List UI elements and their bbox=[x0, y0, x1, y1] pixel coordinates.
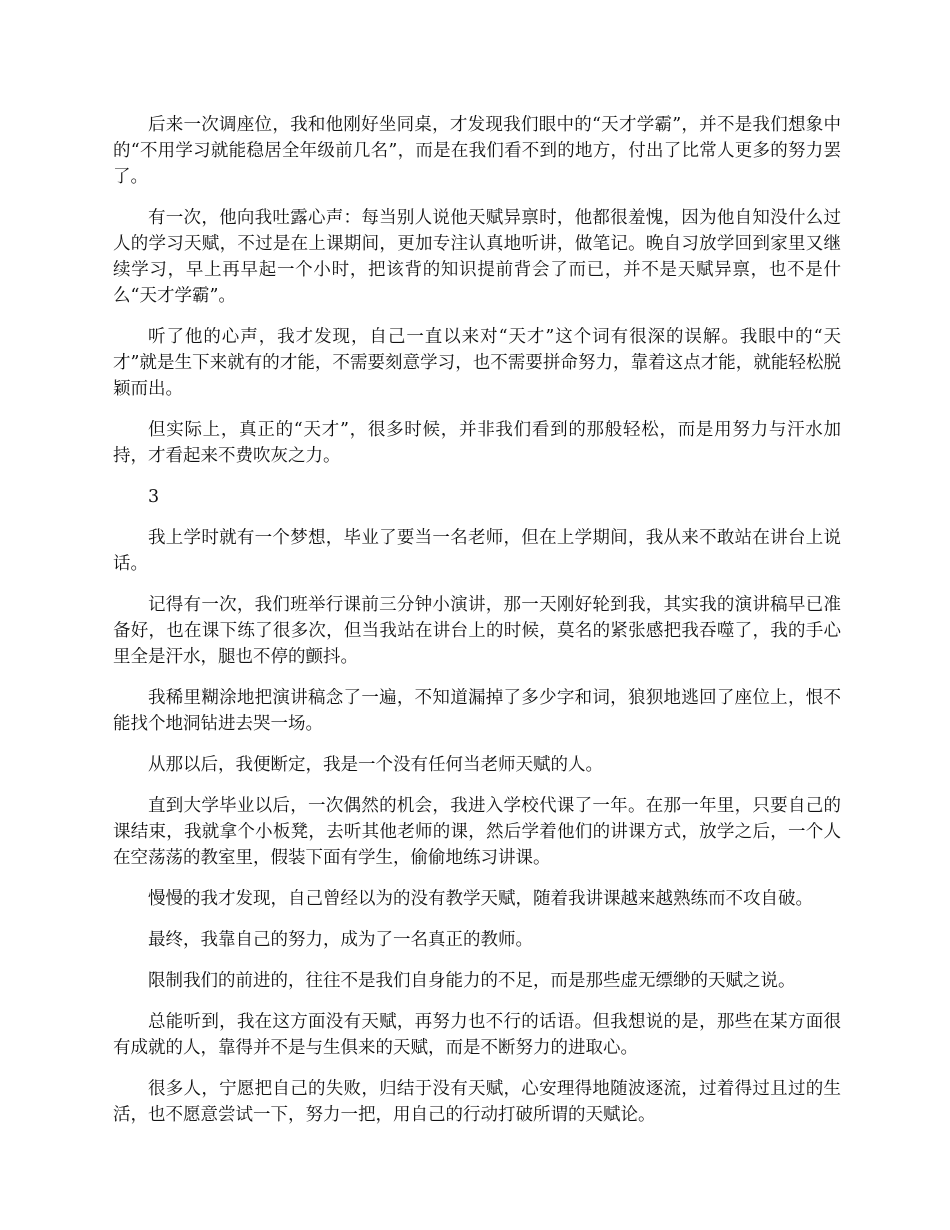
paragraph: 但实际上，真正的“天才”，很多时候，并非我们看到的那般轻松，而是用努力与汗水加持，才看起来不费吹灰之力。 bbox=[113, 420, 841, 466]
paragraph: 最终，我靠自己的努力，成为了一名真正的教师。 bbox=[148, 930, 533, 950]
section-number: 3 bbox=[148, 487, 160, 507]
paragraph: 很多人，宁愿把自己的失败，归结于没有天赋，心安理得地随波逐流，过着得过且过的生活，也不愿意尝试一下，努力一把，用自己的行动打破所谓的天赋论。 bbox=[113, 1079, 841, 1125]
paragraph: 从那以后，我便断定，我是一个没有任何当老师天赋的人。 bbox=[148, 755, 603, 775]
paragraph: 有一次，他向我吐露心声：每当别人说他天赋异禀时，他都很羞愧，因为他自知没什么过人的学习天赋，不过是在上课期间，更加专注认真地听讲，做笔记。晚自习放学回到家里又继续学习，早上再早起一个小时，把该背的知识提前背会了而已，并不是天赋异禀，也不是什么“天才学霸”。 bbox=[113, 208, 841, 306]
paragraph: 总能听到，我在这方面没有天赋，再努力也不行的话语。但我想说的是，那些在某方面很有成就的人，靠得并不是与生俱来的天赋，而是不断努力的进取心。 bbox=[113, 1012, 841, 1058]
document-body bbox=[113, 112, 841, 1143]
paragraph: 慢慢的我才发现，自己曾经以为的没有教学天赋，随着我讲课越来越熟练而不攻自破。 bbox=[148, 889, 813, 909]
paragraph: 后来一次调座位，我和他刚好坐同桌，才发现我们眼中的“天才学霸”，并不是我们想象中的“不用学习就能稳居全年级前几名”，而是在我们看不到的地方，付出了比常人更多的努力罢了。 bbox=[113, 115, 841, 187]
paragraph: 听了他的心声，我才发现，自己一直以来对“天才”这个词有很深的误解。我眼中的“天才”就是生下来就有的才能，不需要刻意学习，也不需要拼命努力，靠着这点才能，就能轻松脱颖而出。 bbox=[113, 327, 841, 399]
paragraph: 我上学时就有一个梦想，毕业了要当一名老师，但在上学期间，我从来不敢站在讲台上说话。 bbox=[113, 528, 841, 574]
paragraph: 记得有一次，我们班举行课前三分钟小演讲，那一天刚好轮到我，其实我的演讲稿早已准备好，也在课下练了很多次，但当我站在讲台上的时候，莫名的紧张感把我吞噬了，我的手心里全是汗水，腿也不停的颤抖。 bbox=[113, 595, 841, 667]
paragraph: 限制我们的前进的，往往不是我们自身能力的不足，而是那些虚无缥缈的天赋之说。 bbox=[148, 971, 796, 991]
paragraph: 我稀里糊涂地把演讲稿念了一遍，不知道漏掉了多少字和词，狼狈地逃回了座位上，恨不能找个地洞钻进去哭一场。 bbox=[113, 688, 841, 734]
paragraph: 直到大学毕业以后，一次偶然的机会，我进入学校代课了一年。在那一年里，只要自己的课结束，我就拿个小板凳，去听其他老师的课，然后学着他们的讲课方式，放学之后，一个人在空荡荡的教室里，假装下面有学生，偷偷地练习讲课。 bbox=[113, 796, 841, 868]
